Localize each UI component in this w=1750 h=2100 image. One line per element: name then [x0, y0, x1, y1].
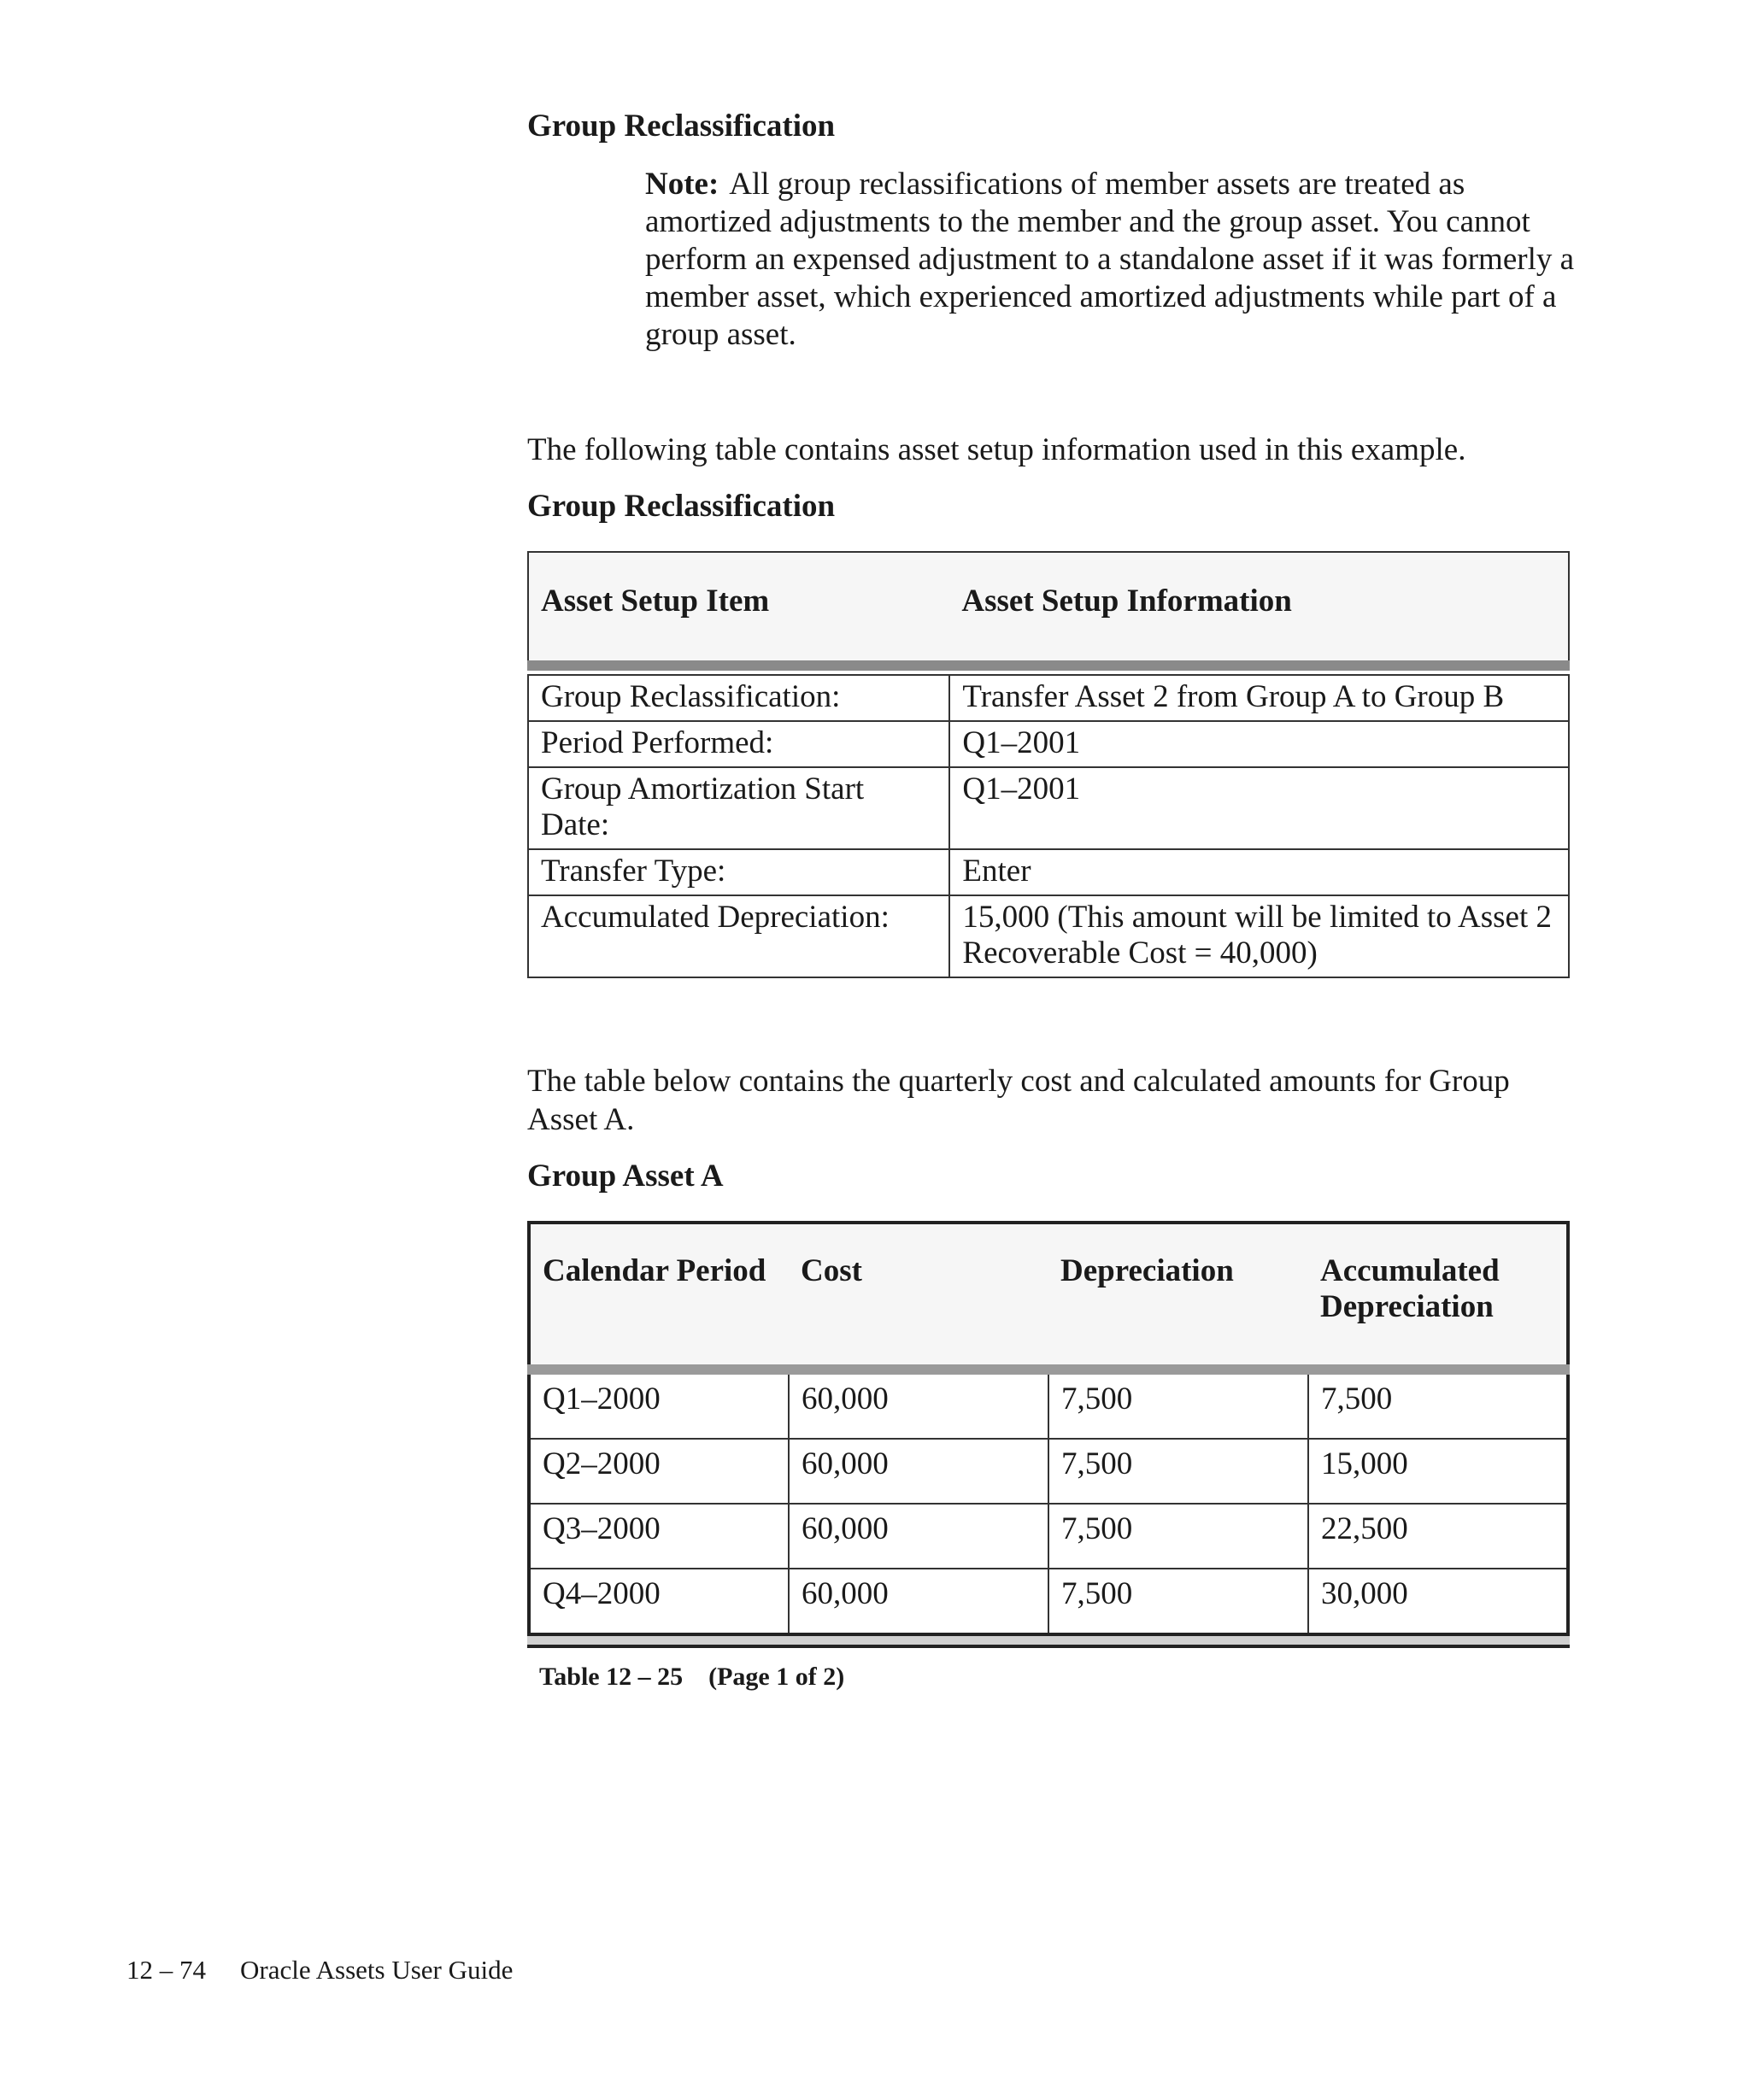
- column-header: Calendar Period: [529, 1223, 789, 1370]
- table-cell: 60,000: [789, 1439, 1048, 1504]
- table-cell: Group Reclassification:: [528, 675, 949, 721]
- asset-setup-table: [527, 551, 1570, 978]
- table-bottom-rule: [527, 1636, 1570, 1648]
- table-cell: Enter: [949, 849, 1569, 895]
- setup-table-title: Group Reclassification: [527, 489, 836, 524]
- table-row: [529, 1439, 1568, 1504]
- table-cell: 7,500: [1048, 1370, 1308, 1439]
- caption-number: Table 12 – 25: [539, 1663, 684, 1691]
- table-row: [528, 767, 1569, 849]
- table-cell: 60,000: [789, 1370, 1048, 1439]
- table-cell: 15,000: [1308, 1439, 1568, 1504]
- table-header-row: [529, 1223, 1568, 1370]
- table-cell: 15,000 (This amount will be limited to Asset 2 Recoverable Cost = 40,000): [949, 895, 1569, 977]
- table-cell: Q1–2001: [949, 767, 1569, 849]
- setup-intro-paragraph: The following table contains asset setup information used in this example.: [527, 432, 1466, 467]
- table-cell: 60,000: [789, 1569, 1048, 1634]
- table-row: [529, 1370, 1568, 1439]
- table-row: [528, 849, 1569, 895]
- table-cell: 30,000: [1308, 1569, 1568, 1634]
- table-cell: Transfer Type:: [528, 849, 949, 895]
- table-cell: 7,500: [1048, 1569, 1308, 1634]
- table-cell: 22,500: [1308, 1504, 1568, 1569]
- table-cell: Group Amortization Start Date:: [528, 767, 949, 849]
- column-header: Cost: [789, 1223, 1048, 1370]
- table-cell: 7,500: [1048, 1504, 1308, 1569]
- table-cell: Accumulated Depreciation:: [528, 895, 949, 977]
- table-cell: 7,500: [1308, 1370, 1568, 1439]
- column-header: Depreciation: [1048, 1223, 1308, 1370]
- table-cell: Q4–2000: [529, 1569, 789, 1634]
- caption-page: (Page 1 of 2): [708, 1663, 845, 1691]
- table-row: [529, 1504, 1568, 1569]
- table-cell: 60,000: [789, 1504, 1048, 1569]
- section-heading: Group Reclassification: [527, 109, 836, 144]
- note-block: [645, 166, 1577, 354]
- page-footer: [126, 1953, 513, 1987]
- table-cell: Transfer Asset 2 from Group A to Group B: [949, 675, 1569, 721]
- table-header-row: [528, 552, 1569, 666]
- table-row: [528, 721, 1569, 767]
- book-title: Oracle Assets User Guide: [240, 1955, 514, 1985]
- table-row: [528, 675, 1569, 721]
- group-asset-table: [527, 1221, 1570, 1636]
- table-cell: Q3–2000: [529, 1504, 789, 1569]
- column-header: Asset Setup Item: [528, 552, 949, 666]
- column-header: Asset Setup Information: [949, 552, 1569, 666]
- group-intro-paragraph: The table below contains the quarterly cost and calculated amounts for Group Asset A.: [527, 1064, 1510, 1137]
- table-caption: [539, 1660, 1570, 1694]
- table-row: [529, 1569, 1568, 1634]
- table-cell: Q1–2001: [949, 721, 1569, 767]
- column-header: Accumulated Depreciation: [1308, 1223, 1568, 1370]
- group-table-title: Group Asset A: [527, 1159, 724, 1194]
- table-cell: Q1–2000: [529, 1370, 789, 1439]
- note-text: All group reclassifications of member assets are treated as amortized adjustments to the member and the group asset. You cannot perform an expensed adjustment to a standalone asset if it was formerly a member asset, which experienced amortized adjustments while part of a group asset.: [645, 167, 1575, 352]
- page-content: [527, 108, 1575, 1694]
- table-cell: Q2–2000: [529, 1439, 789, 1504]
- table-cell: 7,500: [1048, 1439, 1308, 1504]
- page-number: 12 – 74: [126, 1955, 206, 1985]
- note-label: Note:: [645, 167, 719, 202]
- table-row: [528, 895, 1569, 977]
- table-cell: Period Performed:: [528, 721, 949, 767]
